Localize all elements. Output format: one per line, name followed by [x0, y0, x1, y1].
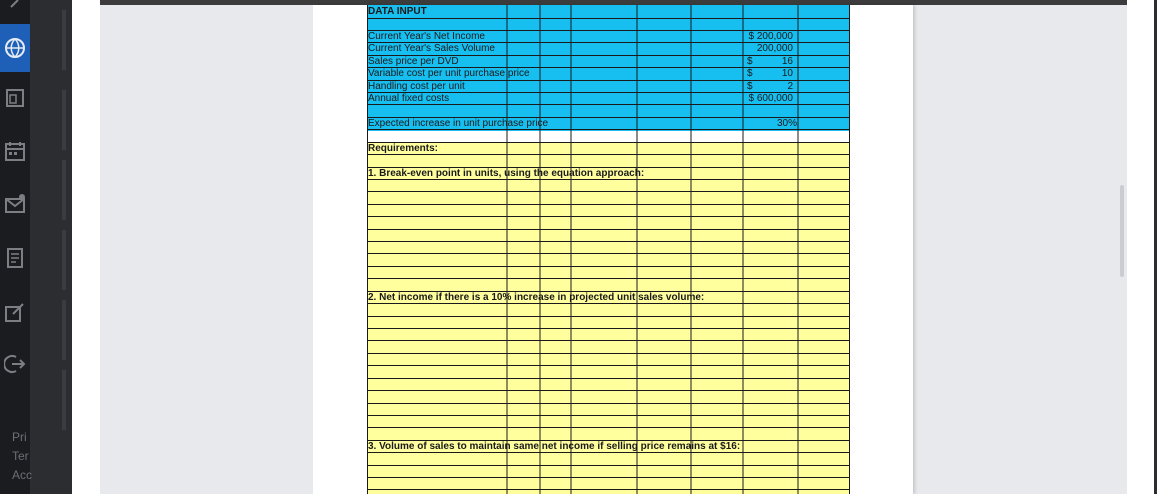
- increase-label: Expected increase in unit purchase price: [368, 118, 549, 129]
- notes-icon[interactable]: [0, 240, 30, 276]
- edit-icon[interactable]: [0, 294, 30, 330]
- input-label: Current Year's Net Income: [368, 31, 485, 42]
- increase-value[interactable]: 30%: [776, 118, 797, 129]
- sidebar-divider: [62, 300, 66, 360]
- terms-link[interactable]: Ter: [12, 449, 29, 463]
- document-icon[interactable]: [0, 80, 30, 116]
- globe-icon[interactable]: [0, 24, 30, 72]
- scrollbar-thumb[interactable]: [1120, 185, 1124, 277]
- logout-icon[interactable]: [0, 346, 30, 382]
- app-sidebar: [0, 0, 72, 494]
- input-value[interactable]: 200,000: [756, 43, 793, 54]
- privacy-link[interactable]: Pri: [12, 430, 27, 444]
- requirement-1: 1. Break-even point in units, using the equation approach:: [368, 168, 645, 179]
- input-value[interactable]: 16: [781, 56, 793, 67]
- sidebar-divider: [62, 160, 66, 220]
- sidebar-divider: [62, 90, 66, 150]
- input-label: Sales price per DVD: [368, 56, 459, 67]
- input-value[interactable]: $ 600,000: [748, 93, 793, 104]
- sidebar-divider: [62, 230, 66, 290]
- input-label: Variable cost per unit purchase price: [368, 68, 530, 79]
- input-label: Annual fixed costs: [368, 93, 450, 104]
- input-label: Handling cost per unit: [368, 81, 465, 92]
- spreadsheet: [367, 5, 850, 494]
- input-value[interactable]: 10: [781, 68, 793, 79]
- input-label: Current Year's Sales Volume: [368, 43, 495, 54]
- input-value[interactable]: 2: [787, 81, 793, 92]
- input-value[interactable]: $ 200,000: [748, 31, 793, 42]
- top-partial-icon[interactable]: [0, 0, 30, 22]
- sidebar-divider: [62, 10, 66, 70]
- mail-icon[interactable]: [0, 186, 30, 222]
- calendar-icon[interactable]: [0, 133, 30, 169]
- sidebar-divider: [62, 370, 66, 430]
- data-input-header: DATA INPUT: [368, 6, 427, 17]
- input-currency: $: [747, 81, 753, 92]
- input-currency: $: [747, 56, 753, 67]
- requirement-3: 3. Volume of sales to maintain same net income if selling price remains at $16:: [368, 441, 741, 452]
- input-currency: $: [747, 68, 753, 79]
- requirements-title: Requirements:: [368, 143, 439, 154]
- requirement-2: 2. Net income if there is a 10% increase in projected unit sales volume:: [368, 292, 705, 303]
- accessibility-link[interactable]: Acc: [12, 468, 33, 482]
